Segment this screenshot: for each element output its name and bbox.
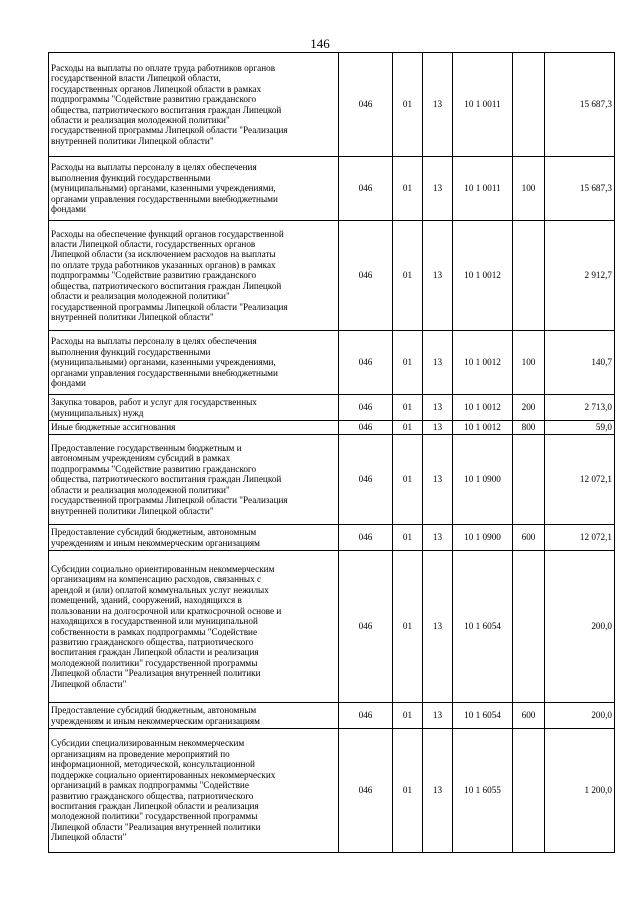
cell-target-code: 10 1 0012 <box>453 395 513 421</box>
cell-target-code: 10 1 0012 <box>453 421 513 435</box>
cell-amount: 1 200,0 <box>545 729 615 853</box>
cell-expense-type: 600 <box>513 703 545 729</box>
cell-expense-type: 200 <box>513 395 545 421</box>
cell-expense-type <box>513 435 545 525</box>
table-row <box>49 157 615 221</box>
cell-expense-type <box>513 729 545 853</box>
cell-amount: 200,0 <box>545 703 615 729</box>
row-description: Закупка товаров, работ и услуг для государственных (муниципальных) нужд <box>49 395 339 421</box>
cell-section: 01 <box>393 703 423 729</box>
cell-expense-type <box>513 53 545 157</box>
cell-amount: 2 713,0 <box>545 395 615 421</box>
cell-department: 046 <box>339 421 393 435</box>
cell-target-code: 10 1 0011 <box>453 53 513 157</box>
cell-subsection: 13 <box>423 421 453 435</box>
cell-subsection: 13 <box>423 551 453 703</box>
cell-amount: 2 912,7 <box>545 221 615 331</box>
cell-target-code: 10 1 0900 <box>453 435 513 525</box>
cell-department: 046 <box>339 703 393 729</box>
row-description: Расходы на выплаты по оплате труда работников органов государственной власти Липецкой области, государственных органов Липецкой области в рамках подпрограммы "Содействие развитию гражданского общества, патриотического воспитания граждан Липецкой области и реализация молодежной политики" государственной программы Липецкой области "Реализация внутренней политики Липецкой области" <box>49 53 339 157</box>
cell-subsection: 13 <box>423 729 453 853</box>
cell-amount: 59,0 <box>545 421 615 435</box>
page-number: 146 <box>310 36 330 51</box>
cell-subsection: 13 <box>423 435 453 525</box>
row-description: Предоставление государственным бюджетным и автономным учреждениям субсидий в рамках подпрограммы "Содействие развитию гражданского общества, патриотического воспитания граждан Липецкой области и реализация молодежной политики" государственной программы Липецкой области "Реализация внутренней политики Липецкой области" <box>49 435 339 525</box>
cell-amount: 12 072,1 <box>545 435 615 525</box>
row-description: Субсидии социально ориентированным некоммерческим организациям на компенсацию расходов, связанных с арендой и (или) оплатой коммунальных услуг нежилых помещений, зданий, сооружений, находящихся в пользовании на долгосрочной или краткосрочной основе и находящихся в государственной или муниципальной собственности в рамках подпрограммы "Содействие развитию гражданского общества, патриотического воспитания граждан Липецкой области и реализация молодежной политики" государственной программы Липецкой области "Реализация внутренней политики Липецкой области" <box>49 551 339 703</box>
cell-section: 01 <box>393 395 423 421</box>
cell-subsection: 13 <box>423 395 453 421</box>
cell-target-code: 10 1 6055 <box>453 729 513 853</box>
row-description: Субсидии специализированным некоммерческим организациям на проведение мероприятий по информационной, методической, консультационной поддержке социально ориентированных некоммерческих организаций в рамках подпрограммы "Содействие развитию гражданского общества, патриотического воспитания граждан Липецкой области и реализация молодежной политики" государственной программы Липецкой области "Реализация внутренней политики Липецкой области" <box>49 729 339 853</box>
cell-amount: 15 687,3 <box>545 157 615 221</box>
cell-subsection: 13 <box>423 331 453 395</box>
table-row <box>49 729 615 853</box>
cell-department: 046 <box>339 525 393 551</box>
cell-section: 01 <box>393 551 423 703</box>
cell-expense-type <box>513 551 545 703</box>
table-row <box>49 435 615 525</box>
cell-section: 01 <box>393 331 423 395</box>
table-row <box>49 331 615 395</box>
cell-subsection: 13 <box>423 703 453 729</box>
cell-target-code: 10 1 6054 <box>453 551 513 703</box>
cell-expense-type <box>513 221 545 331</box>
cell-section: 01 <box>393 435 423 525</box>
cell-target-code: 10 1 0900 <box>453 525 513 551</box>
cell-subsection: 13 <box>423 221 453 331</box>
cell-amount: 12 072,1 <box>545 525 615 551</box>
table-row <box>49 395 615 421</box>
cell-department: 046 <box>339 435 393 525</box>
cell-section: 01 <box>393 729 423 853</box>
cell-department: 046 <box>339 157 393 221</box>
budget-table <box>48 52 615 853</box>
cell-expense-type: 100 <box>513 157 545 221</box>
cell-amount: 200,0 <box>545 551 615 703</box>
cell-amount: 15 687,3 <box>545 53 615 157</box>
cell-expense-type: 800 <box>513 421 545 435</box>
cell-subsection: 13 <box>423 525 453 551</box>
table-row <box>49 525 615 551</box>
row-description: Предоставление субсидий бюджетным, автономным учреждениям и иным некоммерческим организациям <box>49 525 339 551</box>
cell-department: 046 <box>339 331 393 395</box>
cell-section: 01 <box>393 157 423 221</box>
table-row <box>49 703 615 729</box>
cell-section: 01 <box>393 421 423 435</box>
cell-department: 046 <box>339 53 393 157</box>
cell-target-code: 10 1 6054 <box>453 703 513 729</box>
cell-department: 046 <box>339 395 393 421</box>
cell-department: 046 <box>339 729 393 853</box>
cell-department: 046 <box>339 551 393 703</box>
budget-table-body <box>49 53 615 853</box>
cell-subsection: 13 <box>423 157 453 221</box>
cell-target-code: 10 1 0011 <box>453 157 513 221</box>
cell-section: 01 <box>393 525 423 551</box>
cell-department: 046 <box>339 221 393 331</box>
table-row <box>49 53 615 157</box>
row-description: Расходы на выплаты персоналу в целях обеспечения выполнения функций государственными (муниципальными) органами, казенными учреждениями, органами управления государственными внебюджетными фондами <box>49 157 339 221</box>
cell-expense-type: 100 <box>513 331 545 395</box>
table-row <box>49 221 615 331</box>
table-row <box>49 551 615 703</box>
cell-subsection: 13 <box>423 53 453 157</box>
row-description: Расходы на обеспечение функций органов государственной власти Липецкой области, государственных органов Липецкой области (за исключением расходов на выплаты по оплате труда работников указанных органов) в рамках подпрограммы "Содействие развитию гражданского общества, патриотического воспитания граждан Липецкой области и реализация молодежной политики" государственной программы Липецкой области "Реализация внутренней политики Липецкой области" <box>49 221 339 331</box>
row-description: Иные бюджетные ассигнования <box>49 421 339 435</box>
cell-target-code: 10 1 0012 <box>453 221 513 331</box>
cell-section: 01 <box>393 221 423 331</box>
cell-target-code: 10 1 0012 <box>453 331 513 395</box>
cell-expense-type: 600 <box>513 525 545 551</box>
cell-amount: 140,7 <box>545 331 615 395</box>
row-description: Расходы на выплаты персоналу в целях обеспечения выполнения функций государственными (муниципальными) органами, казенными учреждениями, органами управления государственными внебюджетными фондами <box>49 331 339 395</box>
cell-section: 01 <box>393 53 423 157</box>
row-description: Предоставление субсидий бюджетным, автономным учреждениям и иным некоммерческим организациям <box>49 703 339 729</box>
table-row <box>49 421 615 435</box>
